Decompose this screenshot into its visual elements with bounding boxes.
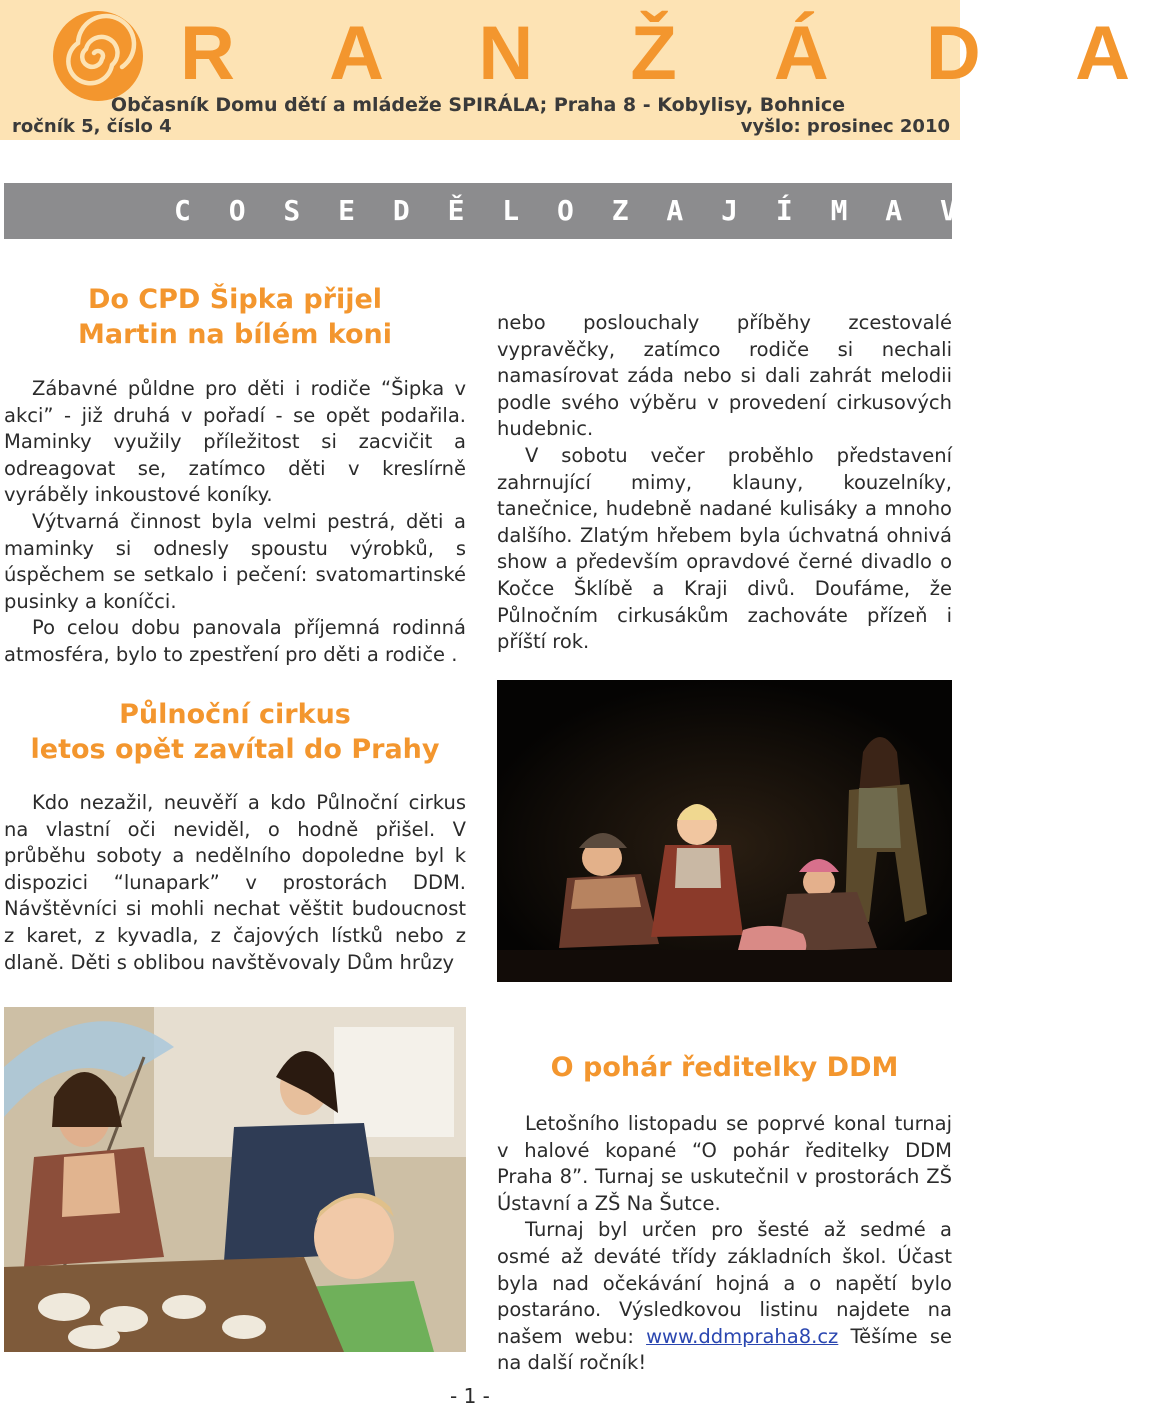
article-2-title xyxy=(4,697,466,767)
article-1-paragraph: Výtvarná činnost byla velmi pestrá, děti a maminky si odnesly spoustu výrobků, s úspěchem se setkalo i pečení: svatomartinské pusinky a koníčci. xyxy=(4,509,466,613)
section-title: C O S E D Ě L O Z A J Í M A V É H O xyxy=(174,194,1132,227)
article-1-title xyxy=(4,282,466,352)
newsletter-title: R A N Ž Á D A xyxy=(180,11,1168,96)
issue-date: vyšlo: prosinec 2010 xyxy=(740,116,950,137)
lunapark-photo xyxy=(4,1007,466,1352)
article-2-body-col2 xyxy=(497,310,952,656)
article-3-paragraph-2-text: Turnaj byl určen pro šesté až sedmé a osmé až deváté třídy základních škol. Účast byla nad očekávání hojná a o napětí bylo postaráno. Výsledkovou listinu najdete na našem webu: xyxy=(497,1218,952,1348)
article-3-title: O pohár ředitelky DDM xyxy=(550,1052,899,1083)
article-3-body xyxy=(497,1111,952,1377)
masthead xyxy=(0,0,1168,140)
article-2-paragraph: V sobotu večer proběhlo představení zahrnující mimy, klauny, kouzelníky, tanečnice, hudebně nadané kulisáky a mnoho dalšího. Zlatým hřebem byla úchvatná ohnivá show a především opravdové černé divadlo o Kočce Šklíbě a Kraji divů. Doufáme, že Půlnočním cirkusákům zachováte přízeň i příští rok. xyxy=(497,443,952,654)
ddm-website-link[interactable]: www.ddmpraha8.cz xyxy=(646,1324,839,1348)
article-2-body-col1 xyxy=(4,790,466,976)
article-3-paragraph-2 xyxy=(497,1217,952,1377)
article-3-paragraph: Letošního listopadu se poprvé konal turnaj v halové kopané “O pohár ředitelky DDM Praha 8”. Turnaj se uskutečnil v prostorách ZŠ Ústavní a ZŠ Na Šutce. xyxy=(497,1112,952,1215)
article-2-paragraph: nebo poslouchaly příběhy zcestovalé vypravěčky, zatímco rodiče si nechali namasírovat záda nebo si dali zahrát melodii podle svého výběru v provedení cirkusových hudebnic. xyxy=(497,311,952,441)
black-theatre-photo xyxy=(497,680,952,982)
article-2-title-line2: letos opět zavítal do Prahy xyxy=(30,734,440,765)
article-1-body xyxy=(4,376,466,669)
article-3-paragraph-2-end: Těšíme se na další ročník! xyxy=(497,1324,952,1375)
article-2-paragraph: Kdo nezažil, neuvěří a kdo Půlnoční cirkus na vlastní oči neviděl, o hodně přišel. V průběhu soboty a nedělního dopoledne byl k dispozici “lunapark” v prostorách DDM. Návštěvníci si mohli nechat věštit budoucnost z karet, z kyvadla, z čajových lístků nebo z dlaně. Děti s oblibou navštěvovaly Dům hrůzy xyxy=(4,791,466,974)
issue-number: ročník 5, číslo 4 xyxy=(12,116,172,137)
article-1-paragraph: Zábavné půldne pro děti i rodiče “Šipka v akci” - již druhá v pořadí - se opět podařila. Maminky využily příležitost si zacvičit a odreagovat se, zatímco děti v kreslírně vyráběly inkoustové koníky. xyxy=(4,377,466,507)
article-2-title-line1: Půlnoční cirkus xyxy=(119,699,351,730)
spiral-logo-icon xyxy=(52,10,144,102)
section-bar xyxy=(4,183,1132,239)
page-number: - 1 - xyxy=(450,1384,490,1408)
article-1-title-line1: Do CPD Šipka přijel xyxy=(87,284,383,315)
newsletter-subtitle: Občasník Domu dětí a mládeže SPIRÁLA; Praha 8 - Kobylisy, Bohnice xyxy=(110,94,845,116)
black-theatre-illustration xyxy=(497,680,952,982)
lunapark-illustration xyxy=(4,1007,466,1352)
article-1-title-line2: Martin na bílém koni xyxy=(78,319,392,350)
article-1-paragraph: Po celou dobu panovala příjemná rodinná atmosféra, bylo to zpestření pro děti a rodiče . xyxy=(4,616,466,666)
